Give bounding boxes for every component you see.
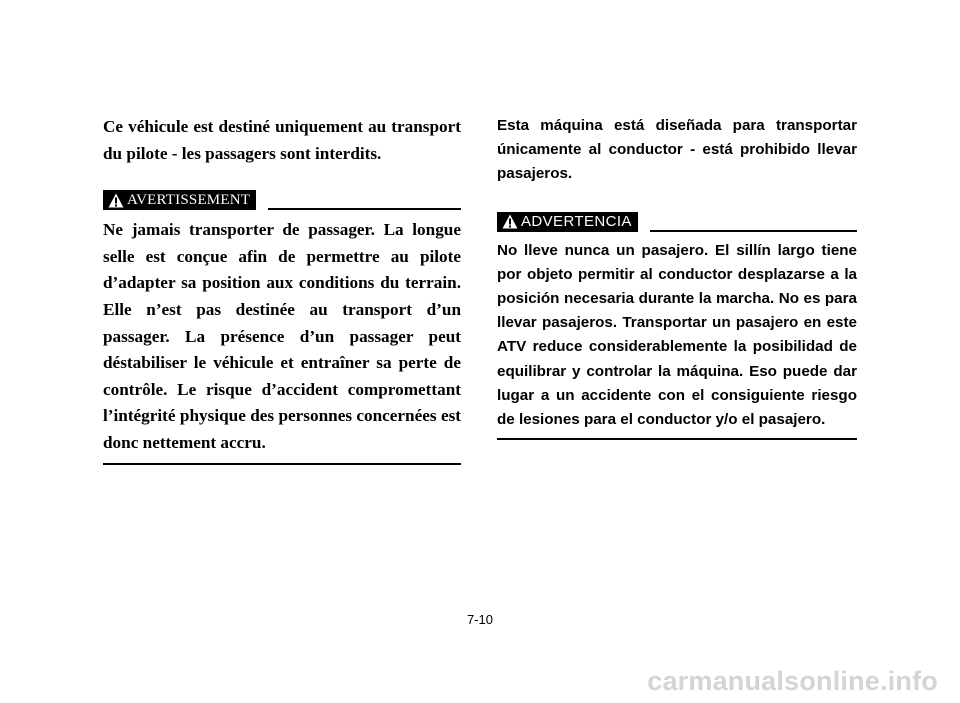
french-warning-end-rule (103, 463, 461, 465)
warning-triangle-icon (502, 214, 518, 229)
spanish-warning-header (497, 211, 857, 233)
page-number: 7-10 (466, 612, 494, 627)
spanish-warning-badge (497, 212, 638, 232)
french-warning-text: Ne jamais transporter de passager. La longue selle est conçue afin de permettre au pilote d’adapter sa position aux conditions du terrain. Elle n’est pas destinée au transport d’un passager. La présence d’un passager peut déstabiliser le véhicule et entraîner sa perte de contrôle. Le risque d’accident compromettant l’intégrité physique des personnes concernées est donc nettement accru. (103, 220, 461, 452)
watermark: carmanualsonline.info (647, 666, 938, 696)
french-warning-label: AVERTISSEMENT (127, 191, 251, 208)
french-column (103, 114, 461, 465)
french-warning-header (103, 189, 461, 211)
spanish-warning-end-rule (497, 438, 857, 440)
spanish-warning-label: ADVERTENCIA (521, 212, 632, 230)
spanish-warning-text: No lleve nunca un pasajero. El sillín largo tiene por objeto permitir al conductor desplazarse a la posición necesaria durante la marcha. No es para llevar pasajeros. Transportar un pasajero en este ATV reduce considerablemente la posibilidad de equilibrar y controlar la máquina. Eso puede dar lugar a un accidente con el consiguiente riesgo de lesiones para el conductor y/o el pasajero. (497, 241, 857, 429)
spanish-warning-header-rule (650, 230, 857, 232)
french-warning-header-rule (268, 208, 461, 210)
spanish-intro-text: Esta máquina está diseñada para transportar únicamente al conductor - está prohibido llevar pasajeros. (497, 117, 857, 183)
warning-triangle-icon (108, 193, 124, 208)
spanish-column (497, 114, 857, 440)
french-warning-badge (103, 190, 256, 210)
french-intro-text: Ce véhicule est destiné uniquement au transport du pilote - les passagers sont interdits. (103, 117, 461, 163)
